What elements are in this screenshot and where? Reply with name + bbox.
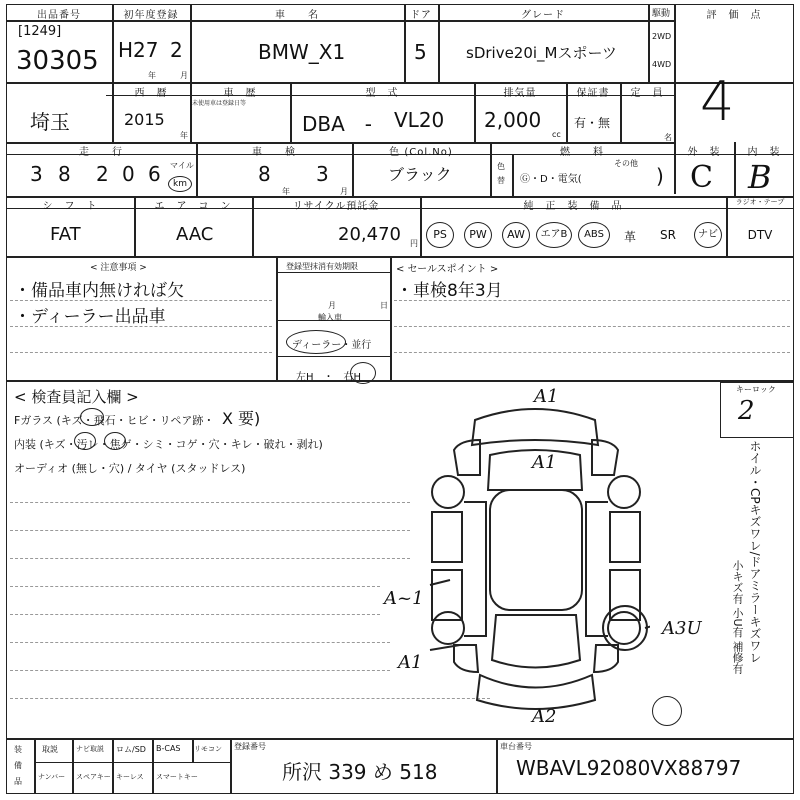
damage-mark-left-door: A~1 — [384, 588, 424, 609]
prefecture: 埼玉 — [30, 110, 70, 134]
damage-mark-front: A1 — [534, 386, 559, 407]
footer-item-keyless: キーレス — [116, 773, 144, 781]
equipment-airbag: エアB — [536, 222, 572, 248]
equipment-pw: PW — [464, 222, 492, 248]
wheel-mirror-note: ホイル・CPキズワレ/ドアミラーキズワレ — [748, 440, 762, 664]
recycle-header: リサイクル預託金 — [292, 201, 380, 212]
equipment-abs: ABS — [578, 222, 610, 248]
damage-mark-hood: A1 — [532, 452, 557, 473]
dealer-circle — [286, 330, 346, 354]
fuel-other-label: その他 — [614, 159, 638, 168]
footer-item-bcas: B-CAS — [156, 744, 181, 753]
footer-item-plate: ナンバー — [38, 773, 66, 781]
fuel-header: 燃 料 — [560, 147, 604, 158]
vin-number: WBAVL92080VX88797 — [516, 756, 742, 780]
drive-2wd: 2WD — [652, 32, 672, 41]
inspector-title: < 検査員記入欄 > — [14, 388, 139, 406]
footer-item-manual: 取説 — [42, 745, 58, 754]
lot-bracket: [1249] — [18, 24, 62, 39]
damage-mark-right-rear: A3U — [662, 618, 702, 639]
ac-header: エ ア コ ン — [154, 201, 232, 212]
radio-header: ラジオ・テープ — [735, 198, 785, 206]
door-header: ドア — [410, 10, 432, 21]
model-type-header: 型 式 — [365, 88, 399, 99]
drive-header: 駆動 — [651, 9, 670, 19]
notes-line-2: ・ディーラー出品車 — [14, 307, 166, 327]
stone-chip-circle — [80, 408, 104, 426]
shift-header: シ フ ト — [42, 201, 98, 212]
cc-unit: cc — [552, 130, 561, 139]
overall-score: 4 — [700, 70, 735, 133]
equipment-sr: SR — [660, 228, 676, 242]
western-year: 2015 — [124, 110, 165, 129]
registration-expiry-label: 登録型抹消有効期限 — [286, 262, 358, 271]
footer-item-spare-key: スペアキー — [76, 773, 111, 781]
equipment-dtv: DTV — [747, 228, 773, 242]
expiry-day: 日 — [380, 301, 388, 310]
car-body-diagram — [420, 400, 650, 730]
shaken-header: 車 検 — [252, 147, 296, 158]
notes-label: < 注意事項 > — [90, 263, 147, 273]
plate-label: 登録番号 — [234, 742, 266, 751]
equipment-aw: AW — [502, 222, 530, 248]
interior-header: 内 装 — [747, 147, 781, 158]
warranty-header: 保証書 — [576, 88, 610, 99]
shaken-month: 3 — [316, 162, 329, 186]
footer-item-rom-sd: ロム/SD — [116, 745, 146, 754]
damage-mark-left-rear: A1 — [398, 652, 423, 673]
ac-value: AAC — [176, 224, 214, 245]
displacement-header: 排気量 — [503, 88, 537, 99]
grade-header: グレード — [521, 10, 565, 21]
sales-point-1: ・車検8年3月 — [396, 281, 503, 301]
key-lock-label: キーロック — [736, 385, 776, 394]
first-reg-header: 初年度登録 — [123, 10, 179, 21]
vin-label: 車台番号 — [500, 742, 532, 751]
color-value: ブラック — [388, 165, 452, 184]
expiry-month: 月 — [328, 301, 336, 310]
interior-line: 内装 (キズ・汚レ・焦ゲ・シミ・コゲ・穴・キレ・破れ・剥れ) — [14, 438, 323, 451]
color-header: 色 (Col.No) — [389, 147, 453, 158]
interior-circle-1 — [74, 432, 96, 450]
warranty-value: 有・無 — [574, 116, 611, 130]
equipment-navi: ナビ — [694, 222, 722, 248]
recycle-value: 20,470 — [338, 224, 401, 245]
first-reg-month: 2 — [170, 38, 183, 62]
footer-item-remote: リモコン — [194, 745, 222, 753]
interior-circle-2 — [104, 432, 126, 450]
unused-car-note: 未使用車は登録日等 — [192, 100, 247, 107]
door-count: 5 — [414, 40, 427, 64]
exterior-score: C — [690, 160, 713, 195]
color-change-label: 色替 — [497, 162, 505, 185]
key-lock-mark: 2 — [738, 396, 755, 426]
equipment-ps: PS — [426, 222, 454, 248]
model-prefix: DBA - — [302, 112, 373, 136]
grade-value: sDrive20i_Mスポーツ — [466, 44, 617, 62]
audio-tire-line: オーディオ (無し・穴) / タイヤ (スタッドレス) — [14, 462, 246, 475]
plate-number: 所沢 339 め 518 — [282, 760, 438, 784]
mileage-digit-1: 3 — [30, 162, 43, 186]
shaken-year-unit: 年 — [282, 187, 290, 196]
import-option: ディーラー・並行 — [292, 340, 372, 351]
mile-unit: マイル — [170, 161, 194, 170]
lot-number: 30305 — [16, 46, 99, 76]
history-header: 車 歴 — [223, 88, 257, 99]
first-reg-month-unit: 月 — [180, 71, 188, 80]
scratch-note: 小キズ有 小U有 補修有 — [731, 560, 744, 675]
notes-line-1: ・備品車内無ければ欠 — [14, 281, 184, 301]
shaken-month-unit: 月 — [340, 187, 348, 196]
car-name: BMW_X1 — [258, 40, 346, 64]
mileage-digit-5: 6 — [148, 162, 161, 186]
fuel-close: ) — [656, 164, 664, 188]
lot-number-header: 出品番号 — [37, 10, 81, 21]
displacement-value: 2,000 — [484, 108, 542, 132]
equipment-footer-label-2: 備 — [14, 761, 22, 770]
import-label: 輸入車 — [318, 313, 342, 322]
round-marker — [652, 696, 682, 726]
capacity-unit: 名 — [664, 133, 672, 142]
equipment-footer-label-1: 装 — [14, 745, 22, 754]
model-code: VL20 — [394, 108, 445, 132]
capacity-header: 定 員 — [630, 88, 664, 99]
year-header: 西 暦 — [134, 88, 168, 99]
right-hand-circle — [350, 362, 376, 384]
score-header: 評 価 点 — [706, 10, 762, 21]
handle-side: 左H ・ 右H — [296, 372, 362, 383]
mileage-digit-3: 2 — [96, 162, 109, 186]
drive-4wd: 4WD — [652, 60, 672, 69]
mileage-header: 走 行 — [79, 147, 123, 158]
equipment-header: 純 正 装 備 品 — [523, 201, 623, 212]
car-name-header: 車 名 — [275, 10, 319, 21]
western-year-suffix: 年 — [180, 131, 188, 140]
fuel-options: Ⓖ・D・電気( — [520, 174, 582, 185]
shaken-year: 8 — [258, 162, 271, 186]
windshield-line: Fガラス (キズ・飛石・ヒビ・リペア跡・ — [14, 414, 215, 427]
first-reg-year-unit: 年 — [148, 71, 156, 80]
interior-score: B — [748, 158, 772, 196]
mileage-digit-4: 0 — [122, 162, 135, 186]
sales-point-label: < セールスポイント > — [396, 264, 499, 275]
exterior-header: 外 装 — [687, 147, 721, 158]
recycle-yen: 円 — [410, 239, 418, 248]
equipment-footer-label-3: 品 — [14, 777, 22, 786]
windshield-mark: X 要) — [222, 409, 261, 428]
first-reg-era: H27 — [118, 38, 159, 62]
shift-value: FAT — [50, 224, 81, 245]
footer-item-smart-key: スマートキー — [156, 773, 198, 781]
mileage-digit-2: 8 — [58, 162, 71, 186]
footer-item-navi-manual: ナビ取説 — [76, 745, 104, 753]
equipment-leather: 革 — [623, 230, 636, 244]
damage-mark-rear: A2 — [532, 706, 557, 727]
km-unit: km — [168, 176, 192, 192]
